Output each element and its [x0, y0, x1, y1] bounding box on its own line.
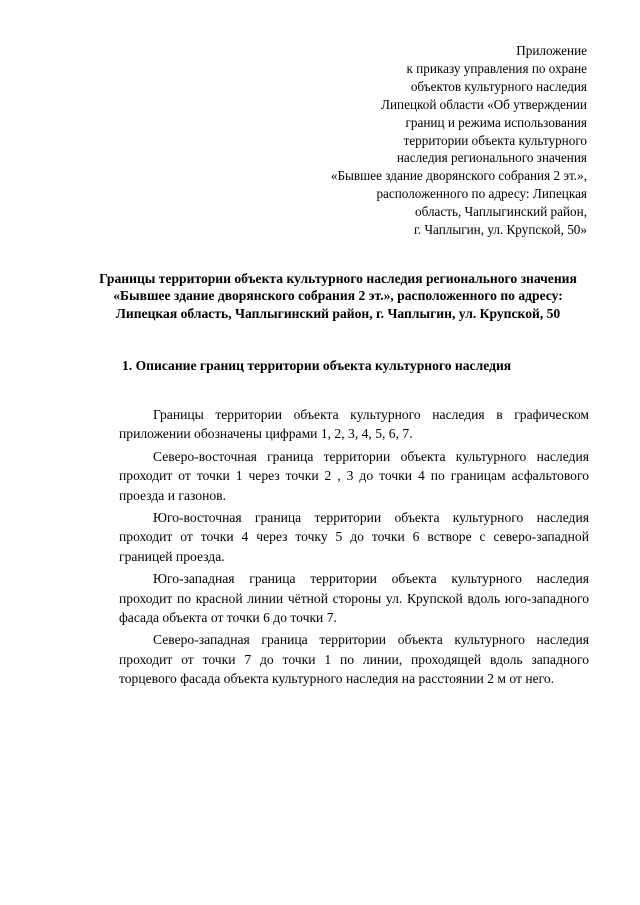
appendix-line: Приложение: [516, 43, 587, 58]
body-paragraph: Юго-западная граница территории объекта культурного наследия проходит по красной линии чётной стороны ул. Крупской вдоль юго-западного фасада объекта от точки 6 до точки 7.: [119, 571, 589, 626]
document-title: Границы территории объекта культурного наследия регионального значения «Бывшее здание дворянского собрания 2 эт.», расположенного по адресу: Липецкая область, Чаплыгинский район, г. Чаплыгин, ул. Крупской, 50: [99, 271, 577, 321]
appendix-line: территории объекта культурного: [403, 132, 587, 148]
body-paragraph: Северо-восточная граница территории объекта культурного наследия проходит от точки 1 через точки 2 , 3 до точки 4 по границам асфальтового проезда и газонов.: [119, 448, 589, 503]
appendix-line: расположенного по адресу: Липецкая: [376, 186, 587, 202]
appendix-line: границ и режима использования: [405, 114, 587, 130]
appendix-line: наследия регионального значения: [396, 150, 587, 166]
appendix-line: к приказу управления по охране: [406, 60, 587, 76]
appendix-line: г. Чаплыгин, ул. Крупской, 50»: [413, 222, 587, 238]
appendix-line: объектов культурного наследия: [410, 78, 587, 94]
section-heading: 1. Описание границ территории объекта культурного наследия: [122, 358, 512, 373]
appendix-line: область, Чаплыгинский район,: [414, 204, 587, 220]
appendix-reference-block: [267, 42, 587, 239]
appendix-line: Липецкой области «Об утверждении: [381, 96, 587, 112]
body-paragraph: Юго-восточная граница территории объекта культурного наследия проходит от точки 4 через точку 5 до точки 6 встворе с северо-западной границей проезда.: [119, 510, 589, 564]
body-paragraph: Границы территории объекта культурного наследия в графическом приложении обозначены цифрами 1, 2, 3, 4, 5, 6, 7.: [119, 407, 589, 442]
appendix-line: «Бывшее здание дворянского собрания 2 эт.»,: [330, 168, 587, 184]
document-body: [119, 405, 589, 692]
body-paragraph: Северо-западная граница территории объекта культурного наследия проходит от точки 7 до точки 1 по линии, проходящей вдоль западного торцевого фасада объекта культурного наследия на расстоянии 2 м от него.: [119, 632, 589, 687]
